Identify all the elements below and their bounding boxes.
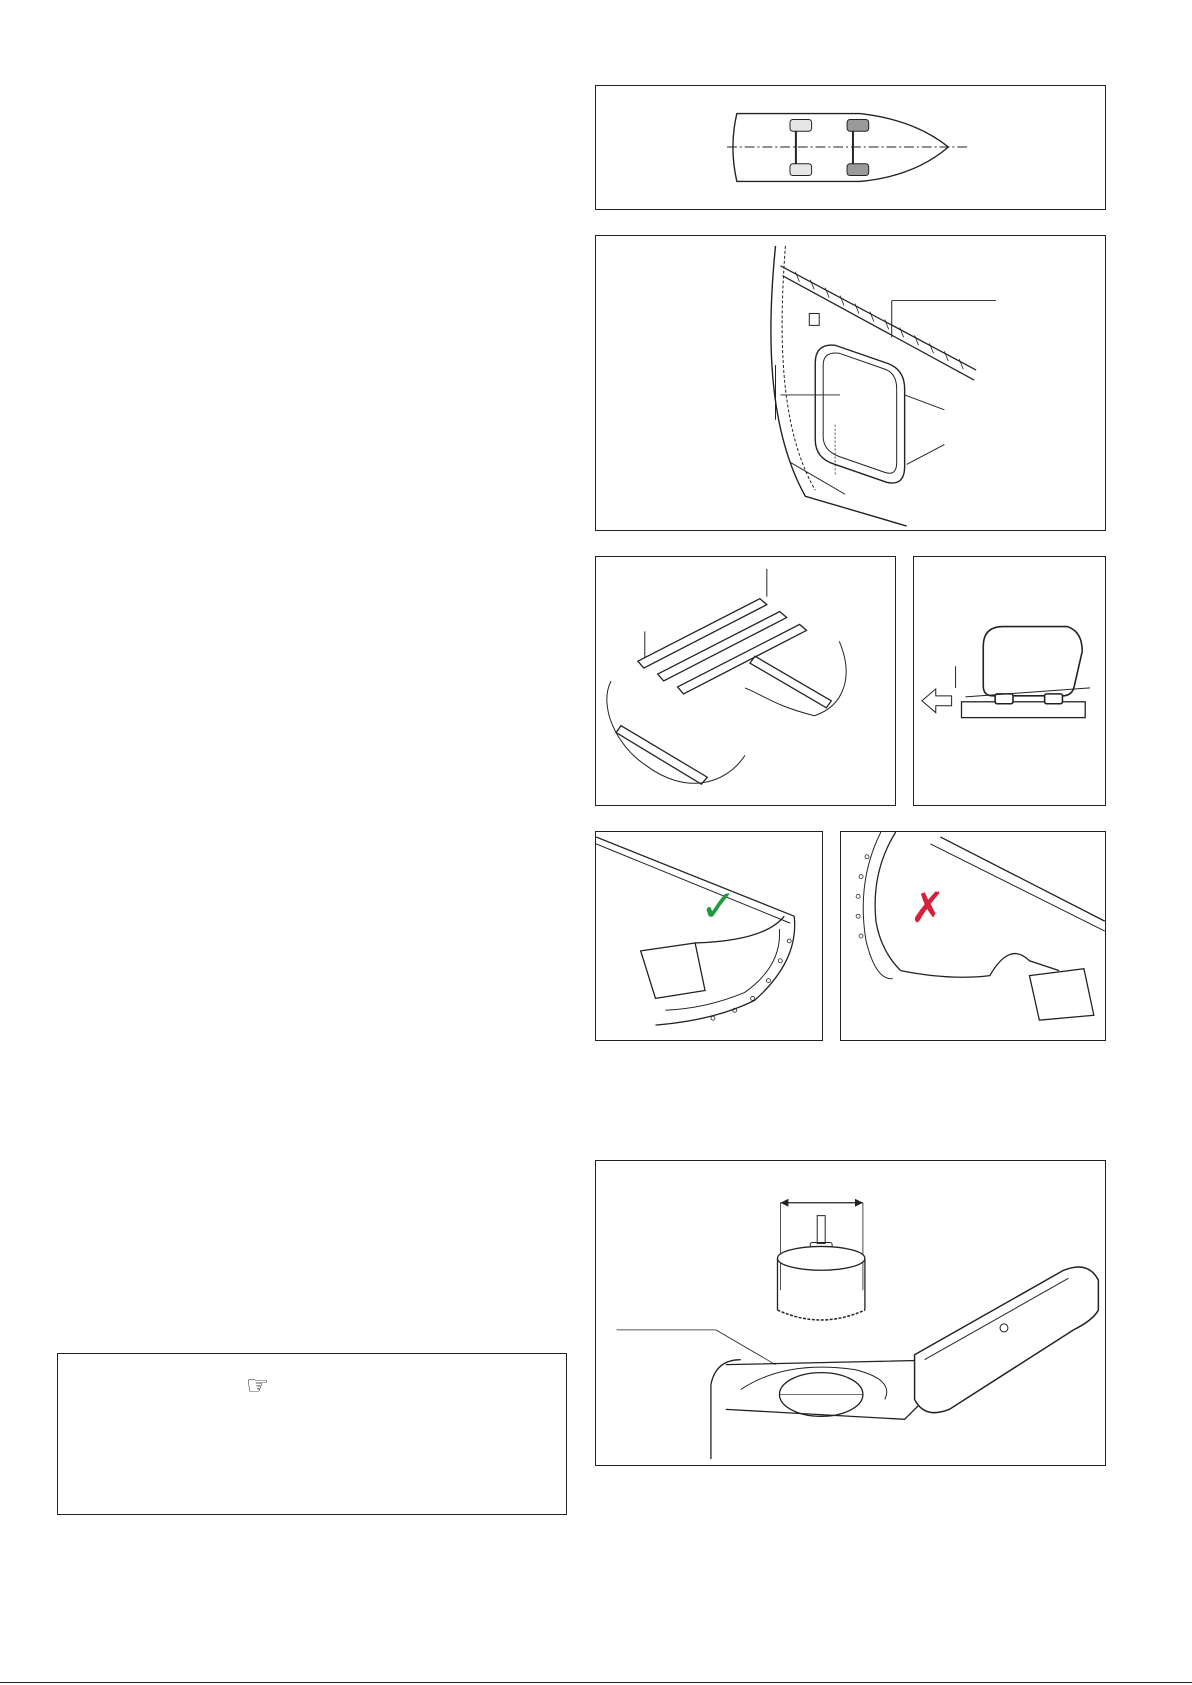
figure-correct-routing [595,831,823,1041]
correct-routing-drawing [596,832,822,1040]
pointing-hand-icon: ☞ [246,1370,270,1400]
figure-mounting-bars [595,556,896,806]
figure-boat-top-view [595,85,1106,210]
figure-tank-on-bracket [913,556,1106,806]
correct-check-icon: ✓ [700,881,737,932]
note-box [57,1353,567,1515]
mounting-bars-drawing [596,557,895,805]
hole-saw-drawing [596,1161,1105,1465]
tank-on-bracket-drawing [914,557,1105,805]
boat-top-view-drawing [596,86,1105,209]
hull-installation-drawing [596,236,1105,530]
page-bottom-rule [0,1682,1192,1683]
incorrect-routing-drawing [841,832,1105,1040]
incorrect-cross-icon: ✗ [910,883,946,932]
figure-hull-installation [595,235,1106,531]
figure-hole-saw [595,1160,1106,1466]
figure-incorrect-routing [840,831,1106,1041]
